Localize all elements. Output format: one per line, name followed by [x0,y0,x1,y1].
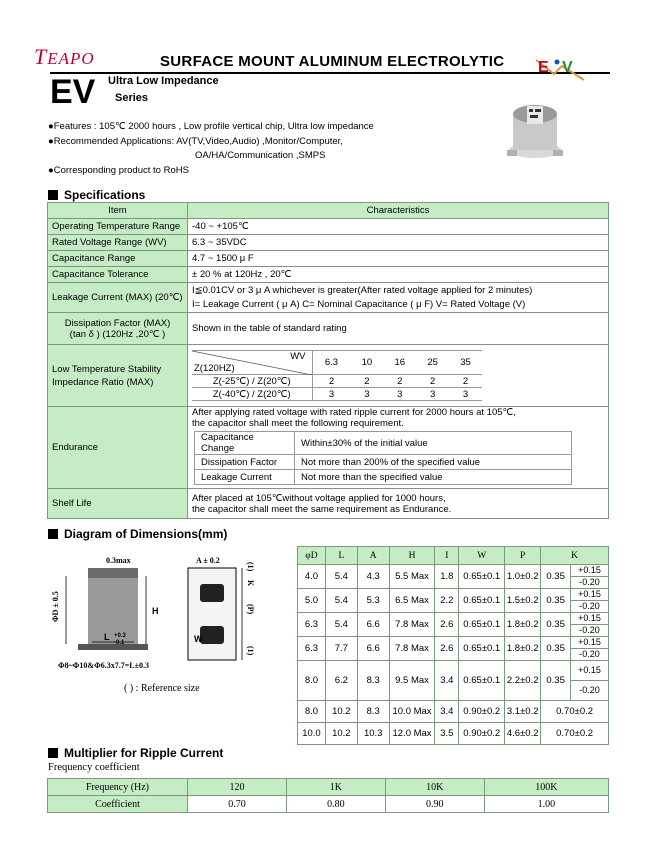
series-code: EV [50,73,96,111]
ripple-table [47,778,609,813]
specifications-table [47,202,609,519]
ripple-heading: Multiplier for Ripple Current [48,746,223,760]
title-rule [50,72,610,74]
cap-range-value: 4.7 ~ 1500 μ F [188,251,609,267]
ev-badge-icon [532,52,590,82]
endurance-table [194,431,572,485]
frequency-cell: 120 [188,779,287,796]
bullet-square-icon [48,190,58,200]
svg-text:K: K [246,580,255,587]
cap-range-label: Capacitance Range [48,251,188,267]
frequency-label: Frequency (Hz) [48,779,188,796]
voltage-col: 16 [394,357,406,368]
low-temp-table [192,350,482,401]
series-subtitle-line1: Ultra Low Impedance [108,75,219,87]
frequency-cell: 100K [484,779,608,796]
col-w: W [459,547,505,565]
leakage-label: Leakage Current (MAX) (20℃) [48,283,188,313]
label-phi-d: ΦD ± 0.5 [51,591,60,622]
df-value: Shown in the table of standard rating [188,313,609,345]
coefficient-cell: 0.80 [286,796,385,813]
ratio-cell: 3 [364,388,370,400]
low-temp-value [188,345,609,407]
coefficient-cell: 0.90 [385,796,484,813]
leakage-line1: I≦0.01CV or 3 μ A whichever is greater(After rated voltage applied for 2 minutes) [192,285,533,296]
cap-tolerance-value: ± 20 % at 120Hz , 20℃ [188,267,609,283]
frequency-cell: 10K [385,779,484,796]
ratio-cell: 3 [328,388,335,400]
series-subtitle-line2: Series [115,92,149,104]
label-a: A ± 0.2 [196,556,220,565]
document-title: SURFACE MOUNT ALUMINUM ELECTROLYTIC [160,53,505,70]
shelf-life-value: After placed at 105℃without voltage applied for 1000 hours, the capacitor shall meet the same requirement as Endurance. [188,489,609,519]
ratio-cell: 2 [429,375,436,387]
svg-text:V: V [562,59,573,76]
op-temp-label: Operating Temperature Range [48,219,188,235]
bullet-square-icon [48,529,58,539]
dimensions-heading: Diagram of Dimensions(mm) [48,527,227,541]
ratio-cell: 2 [462,375,469,387]
wv-z-corner: WV Z(120HZ) [192,351,312,375]
coefficient-cell: 0.70 [188,796,287,813]
specifications-heading: Specifications [48,188,145,202]
coefficient-label: Coefficient [48,796,188,813]
col-p: P [505,547,541,565]
low-temp-label: Low Temperature Stability Impedance Ratio (MAX) [48,345,188,407]
svg-text:W: W [194,634,203,644]
voltage-col: 6.3 [324,357,339,368]
col-phid: φD [298,547,326,565]
ratio-cell: 3 [429,388,436,400]
frequency-cell: 1K [286,779,385,796]
dimension-diagram [48,548,288,698]
coefficient-cell: 1.00 [484,796,608,813]
endurance-key: Capacitance Change [195,432,295,455]
endurance-val: Not more than the specified value [295,470,572,485]
cap-tolerance-label: Capacitance Tolerance [48,267,188,283]
teapo-logo: TEAPO [34,44,95,69]
frequency-coefficient-label: Frequency coefficient [48,762,140,773]
dimension-row: 6.3 7.7 6.6 7.8 Max 2.6 0.65±0.1 1.8±0.2 0.35 +0.15 -0.20 [298,637,609,661]
leakage-line2: I= Leakage Current ( μ A) C= Nominal Capacitance ( μ F) V= Rated Voltage (V) [192,299,526,310]
ratio-row-label: Z(-25℃) / Z(20℃) [192,375,312,388]
feature-line: ●Features : 105℃ 2000 hours , Low profile vertical chip, Ultra low impedance [48,121,374,132]
ratio-cell: 2 [397,375,403,387]
shelf-life-label: Shelf Life [48,489,188,519]
endurance-value: After applying rated voltage with rated ripple current for 2000 hours at 105℃, the capacitor shall meet the following requirement. Capacitance Change Within±30% of the initial value Dissipation Factor Not more than 200% of the specified value Leakage Current Not more than the specified value [188,407,609,489]
feature-line: ●Corresponding product to RoHS [48,164,189,176]
col-item: Item [48,203,188,219]
leakage-value [188,283,609,313]
diagram-note: Φ8~Φ10&Φ6.3x7.7=L±0.3 [58,661,150,670]
svg-text:E: E [538,59,549,76]
col-l: L [325,547,357,565]
endurance-label: Endurance [48,407,188,489]
label-l: L [104,632,110,642]
endurance-key: Dissipation Factor [195,455,295,470]
ratio-cell: 3 [397,388,403,400]
features-list [48,120,374,178]
voltage-col: 35 [460,357,471,368]
ratio-cell: 2 [328,375,335,387]
dimension-row: 8.0 6.2 8.3 9.5 Max 3.4 0.65±0.1 2.2±0.2 0.35 +0.15 -0.20 [298,661,609,701]
voltage-col: 10 [361,357,373,368]
svg-text:(1): (1) [246,646,255,656]
rated-voltage-label: Rated Voltage Range (WV) [48,235,188,251]
endurance-val: Within±30% of the initial value [295,432,572,455]
dimension-row: 5.0 5.4 5.3 6.5 Max 2.2 0.65±0.1 1.5±0.2 0.35 +0.15 -0.20 [298,589,609,613]
ratio-cell: 3 [462,388,469,400]
voltage-col: 25 [427,357,438,368]
svg-text:(P): (P) [246,604,255,615]
endurance-val: Not more than 200% of the specified value [295,455,572,470]
rated-voltage-value: 6.3 ~ 35VDC [188,235,609,251]
bullet-square-icon [48,748,58,758]
reference-size-note: ( ) : Reference size [124,683,200,694]
dimension-row: 8.0 10.2 8.3 10.0 Max 3.4 0.90±0.2 3.1±0.2 0.70±0.2 [298,701,609,723]
dimensions-table [297,546,609,745]
dimension-row: 4.0 5.4 4.3 5.5 Max 1.8 0.65±0.1 1.0±0.2 0.35 +0.15 -0.20 [298,565,609,589]
dimension-row: 10.0 10.2 10.3 12.0 Max 3.5 0.90±0.2 4.6±0.2 0.70±0.2 [298,723,609,745]
label-h: H [152,606,159,616]
feature-line: OA/HA/Communication ,SMPS [195,150,326,161]
svg-text:-0.1: -0.1 [114,640,125,646]
col-i: I [435,547,459,565]
svg-text:+0.3: +0.3 [114,633,126,639]
col-characteristics: Characteristics [188,203,609,219]
dimension-row: 6.3 5.4 6.6 7.8 Max 2.6 0.65±0.1 1.8±0.2 0.35 +0.15 -0.20 [298,613,609,637]
capacitor-photo [505,100,565,162]
df-label: Dissipation Factor (MAX) (tan δ ) (120Hz ,20℃ ) [48,313,188,345]
endurance-key: Leakage Current [195,470,295,485]
ratio-row-label: Z(-40℃) / Z(20℃) [192,388,312,401]
ratio-cell: 2 [364,375,370,387]
op-temp-value: -40 ~ +105℃ [188,219,609,235]
col-h: H [389,547,435,565]
feature-line: ●Recommended Applications: AV(TV,Video,Audio) ,Monitor/Computer, [48,135,343,147]
col-a: A [357,547,389,565]
col-k: K [541,547,609,565]
label-top-max: 0.3max [106,556,131,565]
svg-text:(1): (1) [246,562,255,572]
